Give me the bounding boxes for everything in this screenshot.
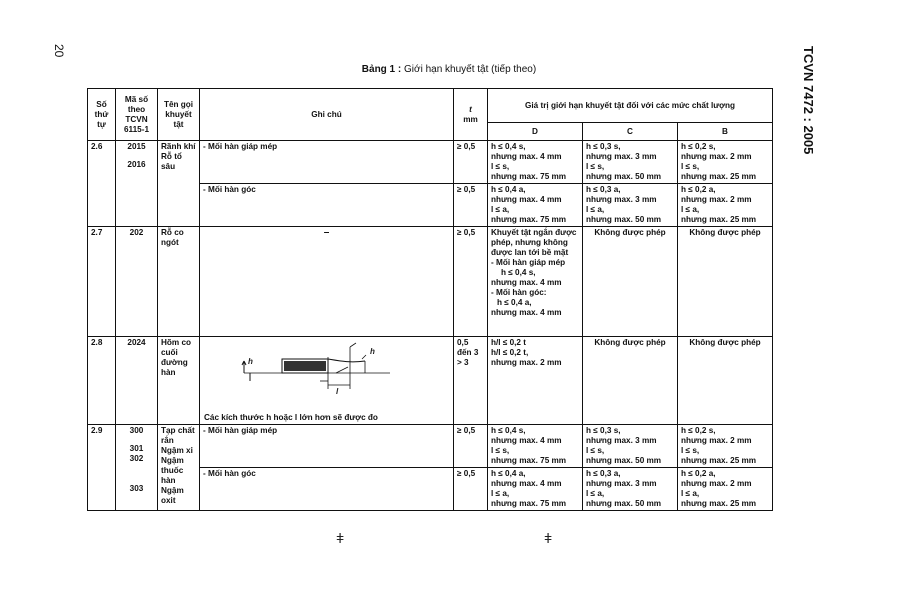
row-2-8-name: Hõm co cuối đường hàn [158, 337, 200, 425]
line: l ≤ s, [681, 162, 700, 171]
line: nhưng max. 2 mm [491, 358, 562, 367]
line: l ≤ s, [491, 446, 510, 455]
line: nhưng max. 25 mm [681, 456, 757, 465]
header-note: Ghi chú [200, 89, 454, 141]
line: nhưng max. 75 mm [491, 499, 567, 508]
row-2-8-no: 2.8 [88, 337, 116, 425]
code-2015: 2015 [127, 142, 146, 151]
row-2-9a-d [488, 425, 583, 468]
row-2-7-note: – [200, 227, 454, 337]
line: - Mối hàn giáp mép [491, 258, 566, 267]
line: nhưng max. 25 mm [681, 499, 757, 508]
row-2-9a-note: - Mối hàn giáp mép [200, 425, 454, 468]
row-2-9a-t: ≥ 0,5 [454, 425, 488, 468]
row-2-6a-b [678, 141, 773, 184]
row-2-6b-c [583, 184, 678, 227]
row-2-8-figure [200, 337, 454, 425]
row-2-9b-c [583, 468, 678, 511]
code-300: 300 [129, 426, 144, 435]
line: 0,5 [457, 338, 469, 347]
row-2-6a-note: - Mối hàn giáp mép [200, 141, 454, 184]
row-2-9b-d [488, 468, 583, 511]
code-303: 303 [129, 484, 144, 493]
line: h ≤ 0,4 a, [491, 469, 526, 478]
line: h ≤ 0,4 a, [497, 298, 532, 307]
row-2-7-no: 2.7 [88, 227, 116, 337]
line: h ≤ 0,2 s, [681, 142, 716, 151]
line: nhưng max. 2 mm [681, 479, 752, 488]
line: Ngậm oxit [161, 486, 184, 505]
row-2-8-b: Không được phép [678, 337, 773, 425]
line: nhưng max. 2 mm [681, 436, 752, 445]
row-2-9b-b [678, 468, 773, 511]
row-2-9a-b [678, 425, 773, 468]
line: nhưng max. 4 mm [491, 308, 562, 317]
row-2-9b-t: ≥ 0,5 [454, 468, 488, 511]
row-2-7-t: ≥ 0,5 [454, 227, 488, 337]
line: h ≤ 0,2 s, [681, 426, 716, 435]
row-2-7-d [488, 227, 583, 337]
signature-mark-left: ǂ [336, 530, 345, 546]
line: nhưng max. 4 mm [491, 436, 562, 445]
row-2-6b-note: - Mối hàn góc [200, 184, 454, 227]
line: l ≤ s, [491, 162, 510, 171]
header-code: Mã số theo TCVN 6115-1 [116, 89, 158, 141]
line: nhưng max. 4 mm [491, 152, 562, 161]
page-number: 20 [52, 44, 66, 58]
line: h ≤ 0,4 a, [491, 185, 526, 194]
line: nhưng max. 25 mm [681, 172, 757, 181]
row-2-9a-c [583, 425, 678, 468]
code-301: 301 [129, 444, 144, 453]
line: Khuyết tật ngắn được phép, nhưng không được lan tới bề mặt [491, 228, 577, 257]
standard-code: TCVN 7472 : 2005 [801, 46, 816, 155]
code-302: 302 [129, 454, 144, 463]
line: Tạp chất rắn [161, 426, 195, 445]
line: l ≤ s, [586, 446, 605, 455]
row-2-7-code: 202 [116, 227, 158, 337]
line: nhưng max. 4 mm [491, 278, 562, 287]
defect-limits-table [87, 88, 773, 511]
figure-caption: Các kích thước h hoặc l lớn hơn sẽ được đo [204, 413, 378, 422]
signature-mark-right: ǂ [544, 530, 553, 546]
line: nhưng max. 3 mm [586, 479, 657, 488]
line: nhưng max. 75 mm [491, 215, 567, 224]
line: nhưng max. 50 mm [586, 499, 662, 508]
row-2-7-b: Không được phép [678, 227, 773, 337]
row-2-6b-d [488, 184, 583, 227]
line: h ≤ 0,2 a, [681, 185, 716, 194]
line: nhưng max. 3 mm [586, 436, 657, 445]
header-t-unit: mm [463, 114, 478, 124]
line: nhưng max. 2 mm [681, 152, 752, 161]
line: h/l ≤ 0,2 t [491, 338, 526, 347]
line: l ≤ a, [681, 489, 700, 498]
row-2-9-code [116, 425, 158, 511]
caption-label: Bảng 1 : [361, 64, 402, 75]
line: h ≤ 0,3 s, [586, 426, 621, 435]
header-name: Tên gọi khuyết tật [158, 89, 200, 141]
row-2-8-code: 2024 [116, 337, 158, 425]
line: h ≤ 0,2 a, [681, 469, 716, 478]
line: nhưng max. 4 mm [491, 195, 562, 204]
row-2-6a-d [488, 141, 583, 184]
line: l ≤ a, [491, 489, 510, 498]
line: l ≤ s, [681, 446, 700, 455]
table-caption [0, 64, 898, 75]
caption-text: Giới hạn khuyết tật (tiếp theo) [404, 64, 537, 75]
line: nhưng max. 75 mm [491, 172, 567, 181]
line: h/l ≤ 0,2 t, [491, 348, 529, 357]
row-2-6b-b [678, 184, 773, 227]
line: h ≤ 0,3 a, [586, 185, 621, 194]
row-2-6a-c [583, 141, 678, 184]
line: > 3 [457, 358, 469, 367]
line: nhưng max. 50 mm [586, 215, 662, 224]
header-level-d: D [488, 123, 583, 141]
line: nhưng max. 50 mm [586, 456, 662, 465]
fig-label-h-left: h [248, 357, 253, 366]
fig-label-l: l [336, 387, 339, 396]
row-2-6a-t: ≥ 0,5 [454, 141, 488, 184]
line: h ≤ 0,3 a, [586, 469, 621, 478]
line: Ngậm thuốc hàn [161, 456, 184, 485]
line: đến 3 [457, 348, 479, 357]
row-2-6-name: Rãnh khí Rỗ tổ sâu [158, 141, 200, 227]
row-2-6b-t: ≥ 0,5 [454, 184, 488, 227]
line: h ≤ 0,4 s, [491, 426, 526, 435]
header-t-symbol: t [469, 104, 472, 114]
header-level-b: B [678, 123, 773, 141]
row-2-8-c: Không được phép [583, 337, 678, 425]
line: l ≤ a, [586, 489, 605, 498]
line: l ≤ a, [491, 205, 510, 214]
line: Ngậm xỉ [161, 446, 193, 455]
header-limits: Giá trị giới hạn khuyết tật đối với các mức chất lượng [488, 89, 773, 123]
fig-label-h-right: h [370, 347, 375, 356]
row-2-6-no: 2.6 [88, 141, 116, 227]
line: h ≤ 0,4 s, [491, 142, 526, 151]
crater-figure [200, 337, 454, 409]
line: h ≤ 0,4 s, [501, 268, 536, 277]
line: nhưng max. 4 mm [491, 479, 562, 488]
row-2-9-no: 2.9 [88, 425, 116, 511]
row-2-6-code [116, 141, 158, 227]
line: nhưng max. 75 mm [491, 456, 567, 465]
row-2-9-name [158, 425, 200, 511]
line: l ≤ a, [681, 205, 700, 214]
row-2-7-name: Rỗ co ngót [158, 227, 200, 337]
header-t [454, 89, 488, 141]
line: nhưng max. 3 mm [586, 195, 657, 204]
header-level-c: C [583, 123, 678, 141]
line: nhưng max. 50 mm [586, 172, 662, 181]
code-2016: 2016 [127, 160, 146, 169]
row-2-8-d [488, 337, 583, 425]
line: h ≤ 0,3 s, [586, 142, 621, 151]
row-2-7-c: Không được phép [583, 227, 678, 337]
row-2-8-t [454, 337, 488, 425]
line: l ≤ a, [586, 205, 605, 214]
header-no: Số thứ tự [88, 89, 116, 141]
line: nhưng max. 25 mm [681, 215, 757, 224]
line: l ≤ s, [586, 162, 605, 171]
line: nhưng max. 2 mm [681, 195, 752, 204]
line: nhưng max. 3 mm [586, 152, 657, 161]
row-2-9b-note: - Mối hàn góc [200, 468, 454, 511]
line: - Mối hàn góc: [491, 288, 547, 297]
